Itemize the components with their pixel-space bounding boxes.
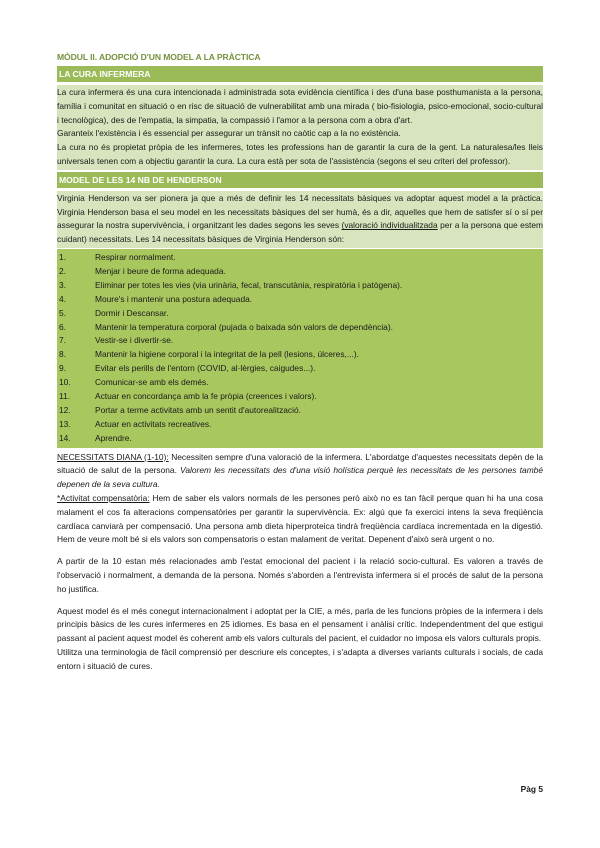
need-item [57,279,543,293]
need-item [57,418,543,432]
need-number: 5. [59,307,66,318]
need-item [57,334,543,348]
need-text: Comunicar-se amb els demés. [95,377,209,388]
need-number: 11. [59,391,71,402]
need-text: Actuar en activitats recreatives. [95,418,212,429]
need-item [57,348,543,362]
need-text: Mantenir la higiene corporal i la integritat de la pell (lesions, úlceres,...). [95,349,359,360]
need-number: 8. [59,349,66,360]
need-text: Portar a terme activitats amb un sentit d'autorealització. [95,404,301,415]
need-text: Vestir-se i divertir-se. [95,335,174,346]
need-text: Respirar normalment. [95,251,176,262]
need-item [57,390,543,404]
need-number: 9. [59,363,66,374]
document-page [57,52,543,674]
section-header-cura: LA CURA INFERMERA [57,66,543,82]
need-number: 10. [59,377,71,388]
paragraph-model: Aquest model és el més conegut internacionalment i adoptat per la CIE, a més, parla de les funcions pròpies de la infermera i dels principis bàsics de les cures infermeres en 25 idiomes. Es basa en el pensament i anàlisi crític. Independentment del que estigui passant al pacient aquest model és coherent amb els valors culturals del pacient, el cuidador no imposa els valors culturals propis. [57,605,543,644]
activitat-paragraph: *Activitat compensatòria: Hem de saber els valors normals de les persones però això no es tan fàcil perque quan hi ha una cosa malament el cos fa alteracions compensatòries per garantir la supervivència. Ex: algú que fa exercici intens la seva freqüència cardíaca canviarà per compensació. Una persona amb dieta hiperproteica tindrà freqüència cardíaca incrementada en la digestió. Hem de veure molt bé si els valors son compensatoris o estan malament de veritat. Depenent d'això serà urgent o no. [57,493,543,545]
need-text: Menjar i beure de forma adequada. [95,265,226,276]
need-number: 4. [59,293,66,304]
need-text: Dormir i Descansar. [95,307,169,318]
cura-paragraph-1: La cura infermera és una cura intencionada i administrada sota evidència científica i des d'una base posthumanista a la persona, família i comunitat en situació o en risc de situació de vulnerabilitat amb una mirada ( bio-fisiologia, psico-emocional, socio-cultural i tecnològica), des de l'empatia, la simpatia, la compassió i l'amor a la persona com a obra d'art. [57,87,543,125]
cura-paragraph-2: Garanteix l'existència i és essencial per assegurar un trànsit no caòtic cap a la no existència. [57,128,401,139]
needs-list [57,249,543,448]
need-number: 1. [59,251,66,262]
section-header-henderson: MODEL DE LES 14 NB DE HENDERSON [57,172,543,188]
cura-infermera-block [57,85,543,170]
need-number: 6. [59,321,66,332]
need-item [57,432,543,446]
need-item [57,251,543,265]
need-text: Evitar els perills de l'entorn (COVID, al·lèrgies, caigudes...). [95,363,316,374]
need-item [57,404,543,418]
need-number: 14. [59,432,71,443]
need-item [57,293,543,307]
need-item [57,265,543,279]
need-number: 2. [59,265,66,276]
need-text: Mantenir la temperatura corporal (pujada o baixada són valors de dependència). [95,321,393,332]
diana-paragraph: NECESSITATS DIANA (1-10): Necessiten sempre d'una valoració de la infermera. L'abordatge d'aquestes necessitats depèn de la situació de salut de la persona. Valorem les necessitats des d'una visió holística perquè les necessitats de les persones també depenen de la seva cultura. [57,451,543,490]
need-text: Aprendre. [95,432,132,443]
need-text: Eliminar per totes les vies (via urinària, fecal, transcutània, respiratòria i patògena). [95,279,403,290]
need-item [57,376,543,390]
need-number: 7. [59,335,66,346]
henderson-intro-block [57,191,543,248]
need-text: Moure's i mantenir una postura adequada. [95,293,253,304]
need-number: 3. [59,279,66,290]
module-title: MÒDUL II. ADOPCIÓ D'UN MODEL A LA PRÀCTICA [57,52,261,62]
henderson-intro: Virginia Henderson va ser pionera ja que a més de definir les 14 necessitats bàsiques va adoptar aquest model a la pràctica. Virginia Henderson basa el seu model en les necessitats bàsiques del ser humà, és a dir, aquelles que hem de satisfer sí o sí per assegurar la nostra supervivència, i organitzant les dades segons les seves (valoració individualitzada per a la persona que estem cuidant) necessitats. Les 14 necessitats bàsiques de Virginia Henderson són: [57,192,543,245]
need-number: 12. [59,404,71,415]
need-text: Actuar en concordança amb la fe pròpia (creences i valors). [95,391,317,402]
cura-paragraph-3: La cura no és propietat pròpia de les infermeres, totes les professions han de garantir la cura de la gent. La naturalesa/les lleis universals tenen com a objectiu garantir la cura. La cura està per sota de l'assistència (segons el seu criteri del professor). [57,142,543,166]
page-number: Pàg 5 [520,784,543,794]
need-item [57,362,543,376]
paragraph-from-10: A partir de la 10 estan més relacionades amb l'estat emocional del pacient i la relació socio-cultural. Es valoren a través de l'observació i normalment, a demanda de la persona. Només s'aborden a l'entrevista infermera si el procés de salut de la persona ho justifica. [57,556,543,594]
need-number: 13. [59,418,71,429]
need-item [57,321,543,335]
paragraph-terminology: Utilitza una terminologia de fàcil comprensió per descriure els conceptes, i s'adapta a diverses variants culturals i socials, de cada entorn i situació de cures. [57,647,543,671]
need-item [57,307,543,321]
